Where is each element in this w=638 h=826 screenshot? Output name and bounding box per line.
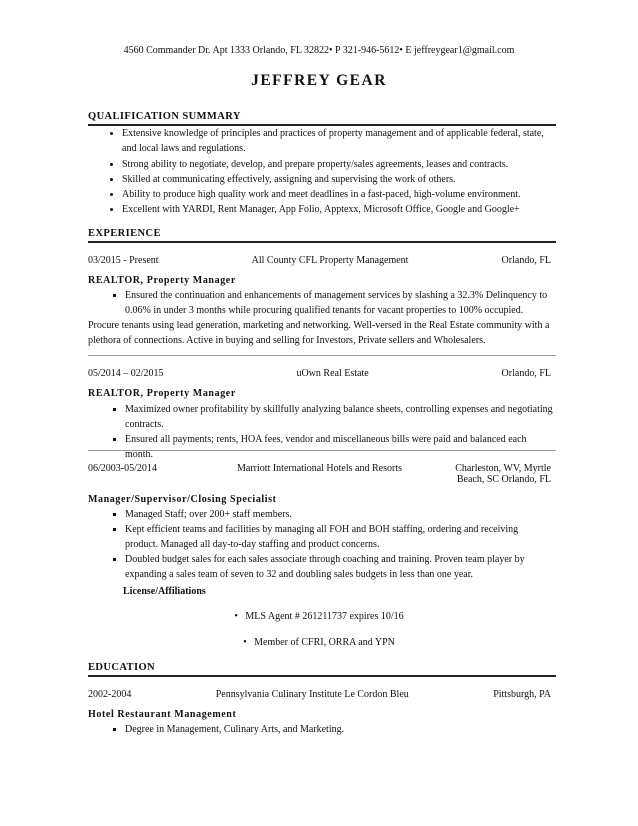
education-rule [88, 675, 556, 677]
job-title: REALTOR, Property Manager [88, 388, 236, 399]
job-divider [88, 355, 556, 356]
job-header [88, 255, 551, 266]
job-bullet: ▪ Maximized owner profitability by skillfully analyzing balance sheets, controlling expenses and negotiating contracts. [125, 402, 553, 432]
job-location: Orlando, FL [501, 368, 551, 379]
job-bullets [88, 402, 553, 462]
education-heading: EDUCATION [88, 662, 155, 673]
summary-list [88, 126, 553, 217]
job-company: uOwn Real Estate [296, 368, 369, 379]
contact-line: 4560 Commander Dr. Apt 1333 Orlando, FL 32822• P 321-946-5612• E jeffreygear1@gmail.com [123, 45, 515, 56]
job-location [431, 463, 551, 485]
job-dates: 05/2014 – 02/2015 [88, 368, 164, 379]
summary-item: • Extensive knowledge of principles and practices of property management and of applicable federal, state, and local laws and regulations. [122, 126, 553, 156]
license-heading: License/Affiliations [123, 586, 206, 597]
job-company: All County CFL Property Management [251, 255, 409, 266]
summary-heading: QUALIFICATION SUMMARY [88, 111, 241, 122]
job-bullets [88, 288, 553, 318]
education-bullet: ▪ Degree in Management, Culinary Arts, and Marketing. [125, 722, 553, 737]
license-item-text: MLS Agent # 261211737 expires 10/16 [245, 611, 404, 622]
bullet-dot-icon: • [234, 611, 238, 622]
bullet-dot-icon: • [243, 637, 247, 648]
education-header [88, 689, 551, 700]
job-bullet: ▪ Ensured all payments; rents, HOA fees, vendor and miscellaneous bills were paid and balanced each month. [125, 432, 553, 462]
job-bullet: ▪ Ensured the continuation and enhancements of management services by slashing a 32.3% Delinquency to 0.06% in under 3 months while procuring qualified tenants for vacant properties to 100% occupied. [125, 288, 553, 318]
education-school: Pennsylvania Culinary Institute Le Cordon Bleu [215, 689, 409, 700]
license-item-text: Member of CFRI, ORRA and YPN [254, 637, 395, 648]
summary-item: • Skilled at communicating effectively, assigning and supervising the work of others. [122, 172, 553, 187]
candidate-name: JEFFREY GEAR [251, 72, 387, 89]
job-title: REALTOR, Property Manager [88, 275, 236, 286]
education-dates: 2002-2004 [88, 689, 132, 700]
job-title: Manager/Supervisor/Closing Specialist [88, 494, 277, 505]
job-company: Marriott International Hotels and Resorts [237, 463, 402, 474]
job-dates: 03/2015 - Present [88, 255, 159, 266]
license-item [0, 611, 638, 622]
summary-item: • Strong ability to negotiate, develop, and prepare property/sales agreements, leases and contracts. [122, 157, 553, 172]
job-bullet: ▪ Kept efficient teams and facilities by managing all FOH and BOH staffing, ordering and receiving product. Managed all day-to-day staffing and product concerns. [125, 522, 553, 552]
education-title: Hotel Restaurant Management [88, 709, 237, 720]
job-location-line: Charleston, WV, Myrtle [455, 463, 551, 474]
experience-rule [88, 241, 556, 243]
job-bullet: ▪ Managed Staff; over 200+ staff members. [125, 507, 553, 522]
summary-item: • Excellent with YARDI, Rent Manager, App Folio, Apptexx, Microsoft Office, Google and Google+ [122, 202, 553, 217]
job-location: Orlando, FL [501, 255, 551, 266]
job-header [88, 368, 551, 379]
experience-heading: EXPERIENCE [88, 228, 161, 239]
summary-item: • Ability to produce high quality work and meet deadlines in a fast-paced, high-volume environment. [122, 187, 553, 202]
job-header [88, 463, 551, 485]
job-bullet: ▪ Doubled budget sales for each sales associate through coaching and training. Proven team player by expanding a sales team of seven to 32 and doubling sales budgets in less than one year. [125, 552, 553, 582]
license-item [0, 637, 638, 648]
job-divider [88, 450, 556, 451]
job-dates: 06/2003-05/2014 [88, 463, 157, 474]
job-paragraph: Procure tenants using lead generation, marketing and networking. Well-versed in the Real Estate community with a plethora of connections. Active in buying and selling for Investors, Private sellers and Wholesalers. [88, 320, 550, 346]
education-bullets [88, 722, 553, 737]
education-location: Pittsburgh, PA [493, 689, 551, 700]
job-bullets [88, 507, 553, 582]
job-location-line: Beach, SC Orlando, FL [456, 474, 551, 485]
